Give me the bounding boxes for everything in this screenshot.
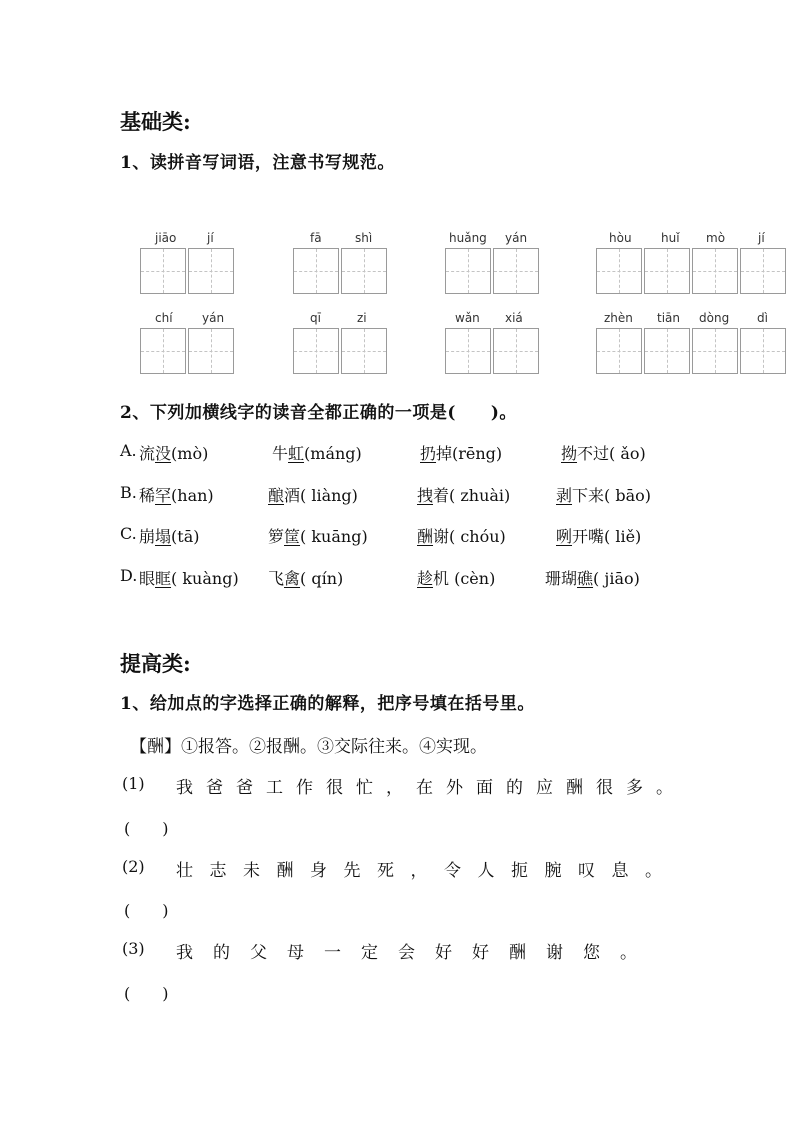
- answer-blank[interactable]: ( ): [124, 819, 169, 838]
- option-item: 稀罕(han): [139, 486, 214, 505]
- sentence-number: (1): [122, 774, 145, 793]
- section-title-basic: 基础类:: [120, 109, 191, 134]
- pinyin-label: mò: [706, 231, 726, 245]
- underlined-char: 酿: [268, 486, 285, 505]
- underlined-char: 眶: [155, 569, 172, 588]
- pinyin-label: jiāo: [155, 231, 177, 245]
- pinyin-label: yán: [505, 231, 528, 245]
- underlined-char: 拽: [417, 486, 434, 505]
- option-label: A.: [120, 441, 137, 460]
- pinyin-label: tiān: [657, 311, 680, 325]
- sentence-text: 壮志未酬身先死，令人扼腕叹息。: [176, 861, 679, 881]
- underlined-char: 没: [155, 444, 172, 463]
- definition-line: 【酬】①报答。②报酬。③交际往来。④实现。: [130, 737, 487, 757]
- writing-grid[interactable]: [140, 328, 236, 374]
- option-item: 拽着( zhuài): [417, 486, 511, 505]
- question-2-heading: 2、下列加横线字的读音全都正确的一项是( )。: [120, 403, 517, 423]
- writing-cell[interactable]: [188, 248, 234, 294]
- writing-cell[interactable]: [596, 248, 642, 294]
- option-item: 扔掉(rēng): [420, 444, 503, 463]
- option-label: D.: [120, 566, 138, 585]
- option-item: 趁机 (cèn): [417, 569, 496, 588]
- pinyin-label: jí: [207, 231, 214, 245]
- writing-grid[interactable]: [293, 248, 389, 294]
- option-item: 眼眶( kuàng): [139, 569, 239, 588]
- option-item: 酬谢( chóu): [417, 527, 506, 546]
- answer-blank[interactable]: ( ): [124, 901, 169, 920]
- option-item: 牛虹(máng): [272, 444, 362, 463]
- question-advanced-1-heading: 1、给加点的字选择正确的解释，把序号填在括号里。: [120, 694, 535, 714]
- underlined-char: 拗: [561, 444, 578, 463]
- section-title-advanced: 提高类:: [120, 651, 191, 676]
- writing-grid[interactable]: [140, 248, 236, 294]
- writing-grid[interactable]: [293, 328, 389, 374]
- pinyin-label: xiá: [505, 311, 523, 325]
- writing-cell[interactable]: [740, 328, 786, 374]
- writing-cell[interactable]: [293, 248, 339, 294]
- option-item: 酿酒( liàng): [268, 486, 358, 505]
- pinyin-label: zi: [357, 311, 367, 325]
- pinyin-label: yán: [202, 311, 225, 325]
- pinyin-label: huǎng: [449, 231, 487, 245]
- answer-blank[interactable]: ( ): [124, 984, 169, 1003]
- option-item: 崩塌(tā): [139, 527, 200, 546]
- pinyin-label: shì: [355, 231, 373, 245]
- writing-cell[interactable]: [341, 328, 387, 374]
- underlined-char: 罕: [155, 486, 172, 505]
- option-item: 飞禽( qín): [268, 569, 344, 588]
- option-item: 咧开嘴( liě): [556, 527, 642, 546]
- option-item: 剥下来( bāo): [556, 486, 652, 505]
- underlined-char: 咧: [556, 527, 573, 546]
- underlined-char: 筐: [284, 527, 301, 546]
- writing-cell[interactable]: [140, 248, 186, 294]
- writing-cell[interactable]: [445, 328, 491, 374]
- pinyin-label: hòu: [609, 231, 632, 245]
- pinyin-label: dòng: [699, 311, 730, 325]
- option-item: 箩筐( kuāng): [268, 527, 368, 546]
- writing-grid[interactable]: [596, 328, 786, 374]
- writing-cell[interactable]: [692, 328, 738, 374]
- writing-cell[interactable]: [493, 328, 539, 374]
- sentence-number: (3): [122, 939, 145, 958]
- pinyin-label: qī: [310, 311, 321, 325]
- pinyin-label: fā: [310, 231, 322, 245]
- option-item: 珊瑚礁( jiāo): [545, 569, 640, 588]
- pinyin-label: jí: [758, 231, 765, 245]
- writing-cell[interactable]: [140, 328, 186, 374]
- sentence-text: 我爸爸工作很忙，在外面的应酬很多。: [176, 778, 686, 798]
- underlined-char: 虹: [288, 444, 305, 463]
- writing-cell[interactable]: [293, 328, 339, 374]
- underlined-char: 剥: [556, 486, 573, 505]
- writing-cell[interactable]: [644, 248, 690, 294]
- writing-cell[interactable]: [740, 248, 786, 294]
- writing-grid[interactable]: [445, 328, 541, 374]
- pinyin-label: wǎn: [455, 311, 480, 325]
- pinyin-label: chí: [155, 311, 173, 325]
- writing-cell[interactable]: [493, 248, 539, 294]
- writing-cell[interactable]: [445, 248, 491, 294]
- option-label: B.: [120, 483, 137, 502]
- writing-cell[interactable]: [644, 328, 690, 374]
- writing-grid[interactable]: [596, 248, 786, 294]
- writing-cell[interactable]: [188, 328, 234, 374]
- writing-cell[interactable]: [596, 328, 642, 374]
- sentence-number: (2): [122, 857, 145, 876]
- underlined-char: 酬: [417, 527, 434, 546]
- writing-cell[interactable]: [341, 248, 387, 294]
- underlined-char: 扔: [420, 444, 437, 463]
- question-1-heading: 1、读拼音写词语，注意书写规范。: [120, 153, 395, 173]
- option-item: 流没(mò): [139, 444, 209, 463]
- sentence-text: 我的父母一定会好好酬谢您。: [176, 943, 657, 963]
- underlined-char: 塌: [155, 527, 172, 546]
- writing-cell[interactable]: [692, 248, 738, 294]
- underlined-char: 礁: [577, 569, 594, 588]
- writing-grid[interactable]: [445, 248, 541, 294]
- underlined-char: 禽: [284, 569, 301, 588]
- underlined-char: 趁: [417, 569, 434, 588]
- pinyin-label: dì: [757, 311, 768, 325]
- pinyin-label: huǐ: [661, 231, 680, 245]
- option-label: C.: [120, 524, 137, 543]
- pinyin-label: zhèn: [604, 311, 633, 325]
- option-item: 拗不过( ǎo): [561, 444, 646, 463]
